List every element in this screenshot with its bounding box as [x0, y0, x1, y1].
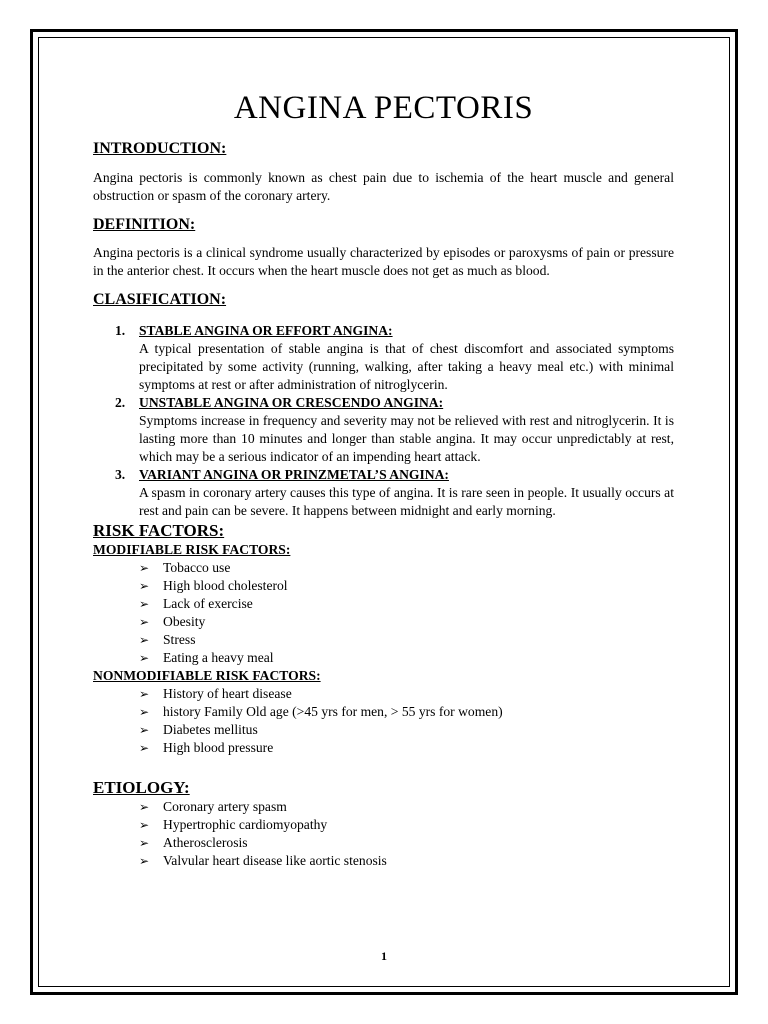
- etiology-heading: ETIOLOGY:: [93, 778, 190, 797]
- list-item-text: Hypertrophic cardiomyopathy: [163, 817, 328, 832]
- list-item: [93, 559, 674, 577]
- classification-list: [93, 322, 674, 520]
- list-item: [93, 685, 674, 703]
- document-body: [93, 86, 674, 870]
- list-item: [93, 798, 674, 816]
- list-item-text: Coronary artery spasm: [163, 799, 287, 814]
- classification-number: 3.: [115, 467, 126, 482]
- arrow-bullet-icon: ➢: [139, 854, 150, 868]
- document-title: ANGINA PECTORIS: [233, 90, 534, 126]
- arrow-bullet-icon: ➢: [139, 633, 150, 647]
- arrow-bullet-icon: ➢: [139, 836, 150, 850]
- modifiable-risk-list: [93, 559, 674, 667]
- list-item-text: Lack of exercise: [163, 596, 253, 611]
- list-item: [93, 816, 674, 834]
- arrow-bullet-icon: ➢: [139, 818, 150, 832]
- classification-title: VARIANT ANGINA OR PRINZMETAL’S ANGINA:: [139, 467, 449, 482]
- list-item: [93, 631, 674, 649]
- etiology-list: [93, 798, 674, 870]
- modifiable-risk-heading: MODIFIABLE RISK FACTORS:: [93, 542, 291, 557]
- arrow-bullet-icon: ➢: [139, 723, 150, 737]
- classification-item: [93, 466, 674, 520]
- list-item-text: Valvular heart disease like aortic stenosis: [163, 853, 387, 868]
- nonmodifiable-risk-list: [93, 685, 674, 757]
- classification-text: Symptoms increase in frequency and severity may not be relieved with rest and nitroglycerin. It is lasting more than 10 minutes and longer than stable angina. It may occur unpredictably at rest, which may be a serious indicator of an impending heart attack.: [139, 413, 674, 464]
- risk-factors-heading: RISK FACTORS:: [93, 521, 225, 540]
- arrow-bullet-icon: ➢: [139, 800, 150, 814]
- arrow-bullet-icon: ➢: [139, 597, 150, 611]
- list-item-text: Tobacco use: [163, 560, 231, 575]
- list-item-text: Obesity: [163, 614, 206, 629]
- list-item: [93, 595, 674, 613]
- definition-text: Angina pectoris is a clinical syndrome usually characterized by episodes or paroxysms of pain or pressure in the anterior chest. It occurs when the heart muscle does not get as much as blood.: [93, 245, 674, 278]
- classification-number: 1.: [115, 323, 126, 338]
- arrow-bullet-icon: ➢: [139, 615, 150, 629]
- introduction-text: Angina pectoris is commonly known as chest pain due to ischemia of the heart muscle and general obstruction or spasm of the coronary artery.: [93, 170, 674, 203]
- classification-heading: CLASIFICATION:: [93, 291, 227, 308]
- classification-title: UNSTABLE ANGINA OR CRESCENDO ANGINA:: [139, 395, 444, 410]
- list-item: [93, 649, 674, 667]
- arrow-bullet-icon: ➢: [139, 561, 150, 575]
- list-item: [93, 852, 674, 870]
- list-item-text: High blood pressure: [163, 740, 274, 755]
- list-item-text: Stress: [163, 632, 196, 647]
- list-item-text: History of heart disease: [163, 686, 292, 701]
- classification-item: [93, 394, 674, 466]
- list-item: [93, 577, 674, 595]
- list-item-text: history Family Old age (>45 yrs for men, > 55 yrs for women): [163, 704, 503, 719]
- list-item-text: Eating a heavy meal: [163, 650, 274, 665]
- classification-number: 2.: [115, 395, 126, 410]
- nonmodifiable-risk-heading: NONMODIFIABLE RISK FACTORS:: [93, 668, 321, 683]
- arrow-bullet-icon: ➢: [139, 741, 150, 755]
- classification-text: A spasm in coronary artery causes this type of angina. It is rare seen in people. It usually occurs at rest and pain can be severe. It happens between midnight and early morning.: [139, 485, 674, 518]
- arrow-bullet-icon: ➢: [139, 651, 150, 665]
- list-item: [93, 613, 674, 631]
- list-item: [93, 739, 674, 757]
- list-item-text: Atherosclerosis: [163, 835, 248, 850]
- classification-text: A typical presentation of stable angina is that of chest discomfort and associated symptoms precipitated by some activity (running, walking, after taking a heavy meal etc.) with minimal symptoms at rest or after administration of nitroglycerin.: [139, 341, 674, 392]
- arrow-bullet-icon: ➢: [139, 705, 150, 719]
- classification-title: STABLE ANGINA OR EFFORT ANGINA:: [139, 323, 393, 338]
- list-item-text: Diabetes mellitus: [163, 722, 258, 737]
- list-item-text: High blood cholesterol: [163, 578, 288, 593]
- list-item: [93, 721, 674, 739]
- page-number: 1: [381, 949, 387, 963]
- classification-item: [93, 322, 674, 394]
- arrow-bullet-icon: ➢: [139, 687, 150, 701]
- definition-heading: DEFINITION:: [93, 216, 196, 233]
- list-item: [93, 834, 674, 852]
- list-item: [93, 703, 674, 721]
- arrow-bullet-icon: ➢: [139, 579, 150, 593]
- introduction-heading: INTRODUCTION:: [93, 140, 227, 157]
